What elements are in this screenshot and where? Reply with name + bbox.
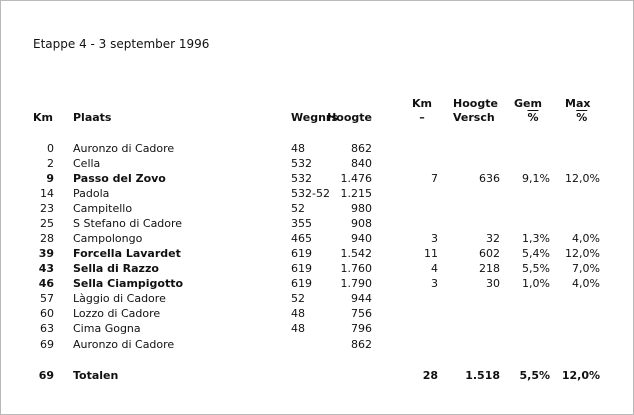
- header-hoogte: Hoogte: [327, 111, 372, 124]
- cell-plaats: Campitello: [73, 202, 133, 215]
- totals-max: 12,0%: [561, 369, 600, 382]
- cell-hoogte: 862: [351, 142, 372, 155]
- cell-wegnrs: 619: [291, 277, 312, 290]
- table-row: [0, 261, 634, 276]
- cell-km-segment: 3: [431, 232, 438, 245]
- table-row: [0, 201, 634, 216]
- table-row: [0, 291, 634, 306]
- cell-hoogte: 1.476: [340, 172, 372, 185]
- table-row: [0, 337, 634, 352]
- totals-km-segment: 28: [422, 369, 438, 382]
- cell-plaats: S Stefano di Cadore: [73, 217, 183, 230]
- cell-km: 57: [40, 292, 54, 305]
- cell-gem: 5,5%: [522, 262, 550, 275]
- cell-plaats: Cima Gogna: [73, 322, 141, 335]
- table-row: [0, 231, 634, 246]
- header-wegnrs: Wegnrs: [291, 111, 338, 124]
- cell-hoogte: 940: [351, 232, 372, 245]
- cell-hoogte: 840: [351, 157, 372, 170]
- cell-hoogte: 944: [351, 292, 372, 305]
- cell-hoogte: 1.215: [340, 187, 372, 200]
- cell-km: 60: [40, 307, 54, 320]
- cell-wegnrs: 48: [291, 307, 305, 320]
- cell-plaats: Sella Ciampigotto: [73, 277, 184, 290]
- cell-hoogte-versch: 32: [486, 232, 500, 245]
- cell-hoogte-versch: 218: [479, 262, 500, 275]
- cell-plaats: Forcella Lavardet: [73, 247, 181, 260]
- cell-plaats: Auronzo di Cadore: [73, 142, 175, 155]
- header-km-segment: Km –: [412, 97, 432, 124]
- cell-wegnrs: 532: [291, 157, 312, 170]
- header-gem: Gem %: [514, 97, 542, 124]
- header-max: Max %: [565, 97, 591, 124]
- cell-plaats: Lozzo di Cadore: [73, 307, 161, 320]
- cell-plaats: Sella di Razzo: [73, 262, 159, 275]
- cell-wegnrs: 52: [291, 292, 305, 305]
- cell-km: 14: [40, 187, 54, 200]
- cell-wegnrs: 48: [291, 322, 305, 335]
- cell-plaats: Campolongo: [73, 232, 143, 245]
- cell-hoogte: 862: [351, 338, 372, 351]
- cell-wegnrs: 465: [291, 232, 312, 245]
- table-row: [0, 276, 634, 291]
- cell-km: 28: [40, 232, 54, 245]
- cell-km: 63: [40, 322, 54, 335]
- cell-hoogte: 756: [351, 307, 372, 320]
- cell-wegnrs: 52: [291, 202, 305, 215]
- page-title: Etappe 4 - 3 september 1996: [33, 37, 210, 51]
- header-plaats: Plaats: [73, 111, 112, 124]
- table-row: [0, 141, 634, 156]
- cell-wegnrs: 532: [291, 172, 312, 185]
- cell-max: 4,0%: [572, 232, 600, 245]
- cell-km-segment: 4: [431, 262, 438, 275]
- cell-gem: 9,1%: [522, 172, 550, 185]
- cell-hoogte: 1.790: [340, 277, 372, 290]
- cell-km: 23: [40, 202, 54, 215]
- table-row: [0, 156, 634, 171]
- cell-km-segment: 11: [424, 247, 438, 260]
- cell-hoogte: 1.542: [340, 247, 372, 260]
- table-row: [0, 186, 634, 201]
- cell-max: 4,0%: [572, 277, 600, 290]
- cell-plaats: Passo del Zovo: [73, 172, 166, 185]
- cell-plaats: Auronzo di Cadore: [73, 338, 175, 351]
- totals-gem: 5,5%: [519, 369, 550, 382]
- cell-km: 0: [47, 142, 54, 155]
- header-hoogte-versch: Hoogte Versch: [453, 97, 498, 124]
- table-row: [0, 246, 634, 261]
- cell-hoogte: 980: [351, 202, 372, 215]
- table-row: [0, 306, 634, 321]
- cell-plaats: Làggio di Cadore: [73, 292, 166, 305]
- totals-row: [0, 368, 634, 383]
- cell-hoogte: 1.760: [340, 262, 372, 275]
- cell-wegnrs: 355: [291, 217, 312, 230]
- totals-hoogte-versch: 1.518: [465, 369, 500, 382]
- header-km: Km: [33, 111, 53, 124]
- cell-km: 69: [40, 338, 54, 351]
- cell-hoogte-versch: 30: [486, 277, 500, 290]
- cell-plaats: Padola: [73, 187, 110, 200]
- cell-hoogte: 796: [351, 322, 372, 335]
- cell-hoogte-versch: 602: [479, 247, 500, 260]
- cell-hoogte: 908: [351, 217, 372, 230]
- cell-wegnrs: 619: [291, 247, 312, 260]
- cell-gem: 1,0%: [522, 277, 550, 290]
- cell-gem: 5,4%: [522, 247, 550, 260]
- cell-max: 7,0%: [572, 262, 600, 275]
- table-row: [0, 321, 634, 336]
- cell-gem: 1,3%: [522, 232, 550, 245]
- table-row: [0, 171, 634, 186]
- cell-hoogte-versch: 636: [479, 172, 500, 185]
- cell-plaats: Cella: [73, 157, 101, 170]
- cell-wegnrs: 619: [291, 262, 312, 275]
- cell-km-segment: 7: [431, 172, 438, 185]
- cell-wegnrs: 532-52: [291, 187, 330, 200]
- cell-km: 46: [38, 277, 54, 290]
- cell-km-segment: 3: [431, 277, 438, 290]
- cell-km: 9: [46, 172, 54, 185]
- cell-km: 39: [38, 247, 54, 260]
- cell-max: 12,0%: [565, 172, 600, 185]
- table-row: [0, 216, 634, 231]
- cell-km: 43: [38, 262, 54, 275]
- cell-max: 12,0%: [565, 247, 600, 260]
- totals-label: Totalen: [73, 369, 119, 382]
- cell-wegnrs: 48: [291, 142, 305, 155]
- totals-km: 69: [38, 369, 54, 382]
- cell-km: 25: [40, 217, 54, 230]
- cell-km: 2: [47, 157, 54, 170]
